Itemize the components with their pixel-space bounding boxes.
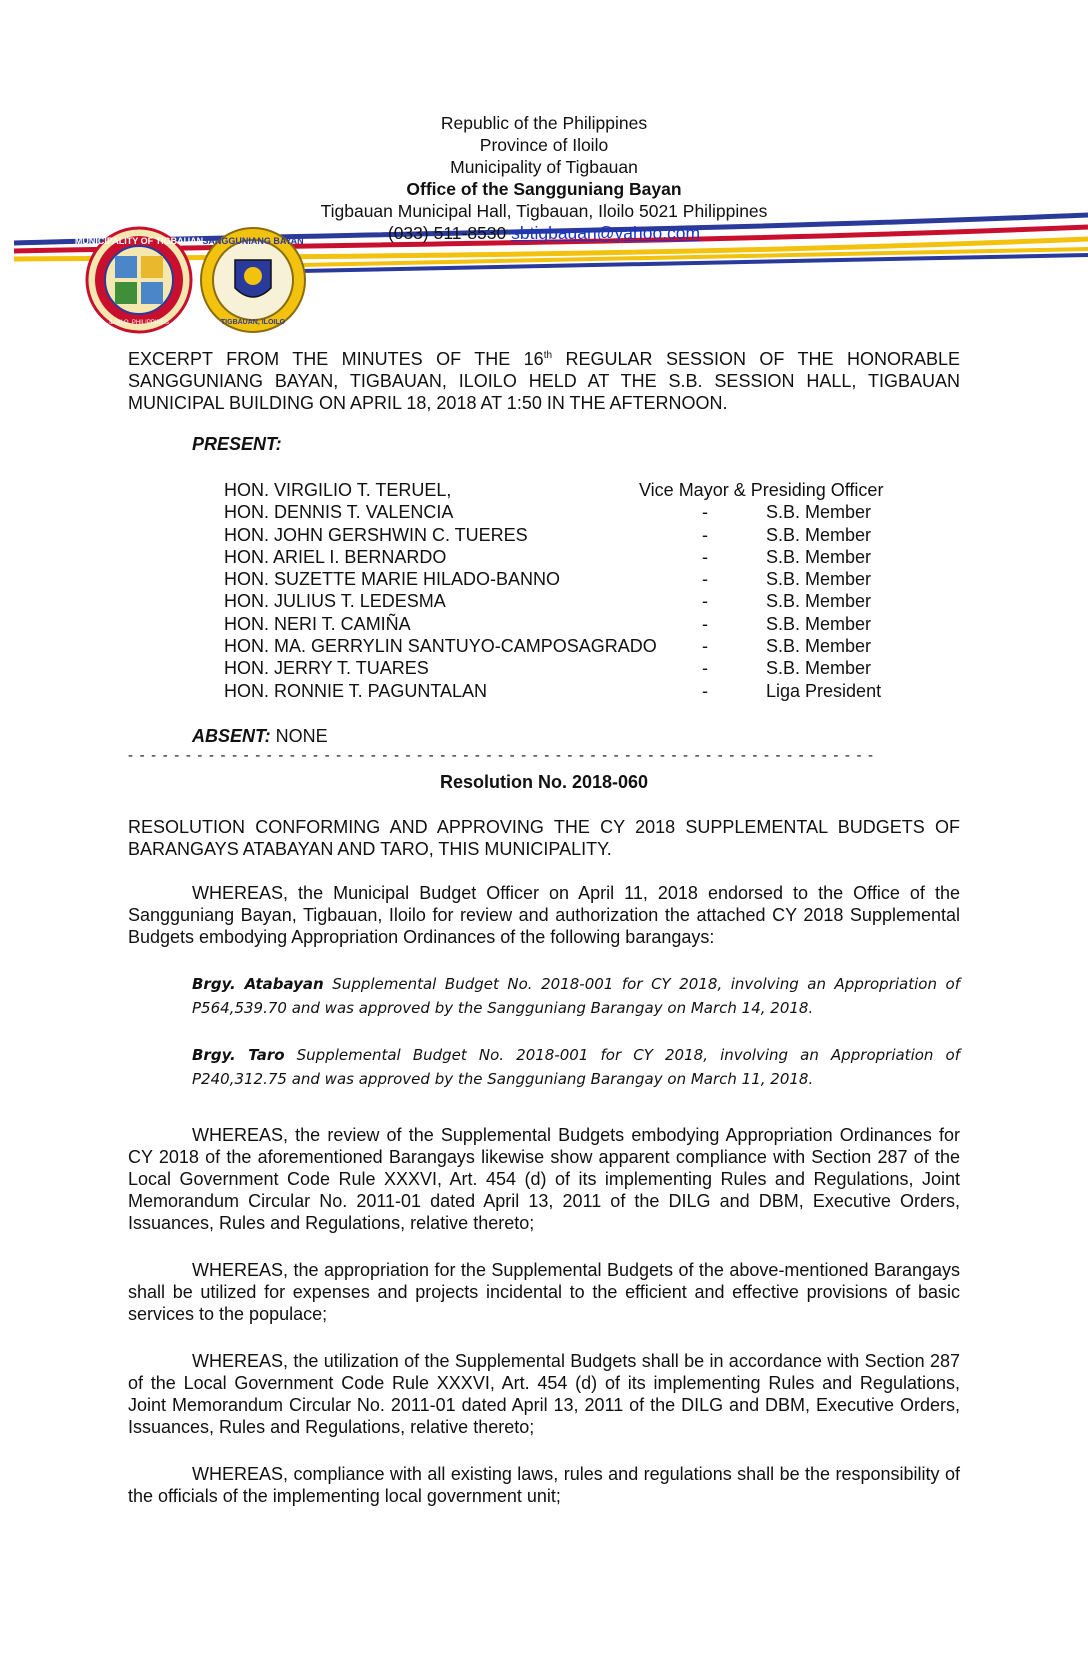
member-role: S.B. Member bbox=[766, 524, 872, 545]
list-item bbox=[224, 657, 944, 679]
member-name: HON. ARIEL I. BERNARDO bbox=[224, 546, 447, 567]
member-dash: - bbox=[702, 524, 708, 545]
member-name: HON. SUZETTE MARIE HILADO-BANNO bbox=[224, 569, 561, 590]
whereas-paragraph-4: WHEREAS, the utilization of the Supplemental Budgets shall be in accordance with Section 287 of the Local Government Code Rule XXXVI, Art. 454 (d) of its implementing Rules and Regulations, Joint Memorandum Circular No. 2011-01 dated April 13, 2011 of the DILG and DBM, Executive Orders, Issuances, Rules and Regulations, relative thereto; bbox=[128, 1351, 960, 1437]
phone-number: (033) 511-8530 bbox=[387, 223, 507, 243]
member-dash: - bbox=[702, 591, 708, 612]
letterhead-line-2: Province of Iloilo bbox=[479, 135, 609, 155]
whereas-paragraph-3: WHEREAS, the appropriation for the Supplemental Budgets of the above-mentioned Barangays shall be utilized for expenses and projects incidental to the efficient and effective provisions of basic services to the populace; bbox=[128, 1260, 960, 1324]
excerpt-paragraph: EXCERPT FROM THE MINUTES OF THE 16th REGULAR SESSION OF THE HONORABLE SANGGUNIANG BAYAN, TIGBAUAN, ILOILO HELD AT THE S.B. SESSION HALL, TIGBAUAN MUNICIPAL BUILDING ON APRIL 18, 2018 AT 1:50 IN THE AFTERNOON. bbox=[128, 349, 960, 413]
barangay-name: Brgy. Atabayan bbox=[192, 975, 324, 993]
whereas-paragraph-1: WHEREAS, the Municipal Budget Officer on April 11, 2018 endorsed to the Office of the Sangguniang Bayan, Tigbauan, Iloilo for review and authorization the attached CY 2018 Supplemental Budgets embodying Appropriation Ordinances of the following barangays: bbox=[128, 883, 960, 947]
absent-label: ABSENT: bbox=[192, 726, 271, 746]
email-link[interactable]: sbtigbauan@yahoo.com bbox=[511, 223, 701, 243]
member-role: S.B. Member bbox=[766, 569, 872, 590]
office-name: Office of the Sangguniang Bayan bbox=[406, 179, 682, 199]
resolution-title: RESOLUTION CONFORMING AND APPROVING THE CY 2018 SUPPLEMENTAL BUDGETS OF BARANGAYS ATABAYAN AND TARO, THIS MUNICIPALITY. bbox=[128, 817, 960, 859]
member-role: S.B. Member bbox=[766, 546, 872, 567]
list-item bbox=[224, 479, 944, 501]
list-item bbox=[224, 613, 944, 635]
whereas-paragraph-2: WHEREAS, the review of the Supplemental Budgets embodying Appropriation Ordinances for CY 2018 of the aforementioned Barangays likewise show apparent compliance with Section 287 of the Local Government Code Rule XXXVI, Art. 454 (d) of its implementing Rules and Regulations, Joint Memorandum Circular No. 2011-01 dated April 13, 2011 of the DILG and DBM, Executive Orders, Issuances, Rules and Regulations, relative thereto; bbox=[128, 1125, 960, 1233]
member-name: HON. MA. GERRYLIN SANTUYO-CAMPOSAGRADO bbox=[224, 636, 657, 657]
resolution-number: Resolution No. 2018-060 bbox=[439, 772, 649, 792]
list-item bbox=[224, 590, 944, 612]
list-item bbox=[224, 546, 944, 568]
member-name: HON. JOHN GERSHWIN C. TUERES bbox=[224, 524, 528, 545]
letterhead-line-3: Municipality of Tigbauan bbox=[450, 157, 638, 177]
present-heading: PRESENT: bbox=[192, 434, 282, 454]
member-name: HON. RONNIE T. PAGUNTALAN bbox=[224, 680, 488, 701]
member-dash: - bbox=[702, 569, 708, 590]
member-role: Vice Mayor & Presiding Officer bbox=[639, 480, 884, 500]
barangay-item-taro: Brgy. Taro Supplemental Budget No. 2018-001 for CY 2018, involving an Appropriation of P240,312.75 and was approved by the Sangguniang Barangay on March 11, 2018. bbox=[192, 1046, 960, 1088]
members-list bbox=[224, 479, 944, 702]
member-name: HON. JERRY T. TUARES bbox=[224, 658, 429, 679]
member-role: S.B. Member bbox=[766, 636, 872, 657]
member-name: HON. VIRGILIO T. TERUEL, bbox=[224, 480, 452, 500]
svg-text:SANGGUNIANG BAYAN: SANGGUNIANG BAYAN bbox=[202, 236, 304, 246]
letterhead bbox=[0, 112, 1088, 244]
member-role: S.B. Member bbox=[766, 591, 872, 612]
letterhead-line-1: Republic of the Philippines bbox=[440, 113, 648, 133]
member-role: S.B. Member bbox=[766, 658, 872, 679]
member-role: S.B. Member bbox=[766, 502, 872, 523]
barangay-name: Brgy. Taro bbox=[192, 1046, 285, 1064]
member-dash: - bbox=[702, 502, 708, 523]
member-role: S.B. Member bbox=[766, 613, 872, 634]
svg-text:ILOILO, PHILIPPINES: ILOILO, PHILIPPINES bbox=[109, 320, 169, 326]
svg-text:MUNICIPALITY OF TIGBAUAN: MUNICIPALITY OF TIGBAUAN bbox=[74, 236, 204, 246]
member-dash: - bbox=[702, 613, 708, 634]
whereas-paragraph-5: WHEREAS, compliance with all existing laws, rules and regulations shall be the responsibility of the officials of the implementing local government unit; bbox=[128, 1464, 960, 1506]
member-dash: - bbox=[702, 680, 708, 701]
list-item bbox=[224, 524, 944, 546]
member-name: HON. DENNIS T. VALENCIA bbox=[224, 502, 454, 523]
member-dash: - bbox=[702, 636, 708, 657]
absent-value: NONE bbox=[270, 726, 328, 746]
member-dash: - bbox=[702, 658, 708, 679]
office-address: Tigbauan Municipal Hall, Tigbauan, Iloilo 5021 Philippines bbox=[320, 201, 768, 221]
member-role: Liga President bbox=[766, 680, 882, 701]
svg-text:TIGBAUAN, ILOILO: TIGBAUAN, ILOILO bbox=[220, 319, 286, 326]
list-item bbox=[224, 568, 944, 590]
barangay-item-atabayan: Brgy. Atabayan Supplemental Budget No. 2018-001 for CY 2018, involving an Appropriation of P564,539.70 and was approved by the Sangguniang Barangay on March 14, 2018. bbox=[192, 975, 960, 1017]
list-item bbox=[224, 635, 944, 657]
member-dash: - bbox=[702, 546, 708, 567]
contact-line bbox=[0, 222, 1088, 244]
separator: - - - - - - - - - - - - - - - - - - - - - - - - - - - - - - - - - - - - - - - - - - - - - - - - - - - - - - - - - - - - - - - - - bbox=[128, 747, 875, 764]
absent-line bbox=[192, 726, 328, 747]
list-item bbox=[224, 501, 944, 523]
member-name: HON. NERI T. CAMIÑA bbox=[224, 613, 411, 634]
member-name: HON. JULIUS T. LEDESMA bbox=[224, 591, 446, 612]
list-item bbox=[224, 680, 944, 702]
